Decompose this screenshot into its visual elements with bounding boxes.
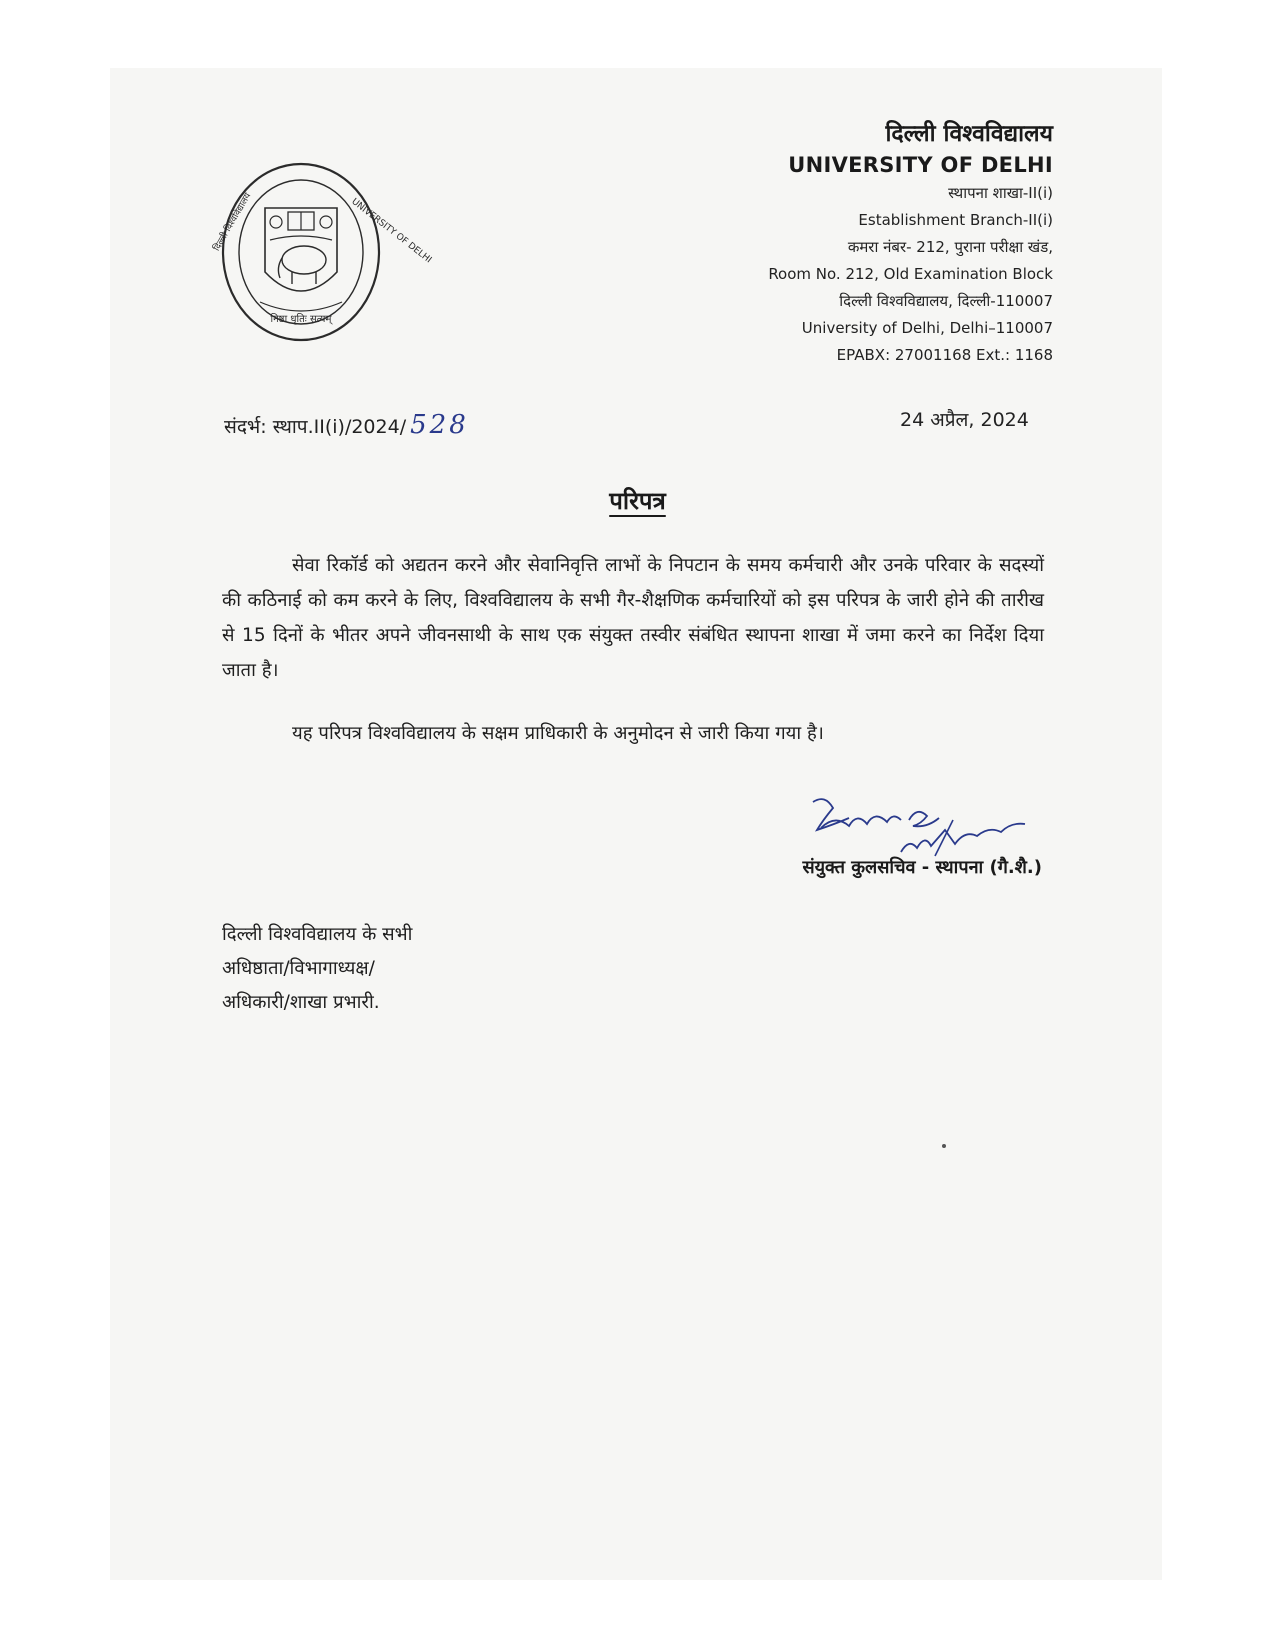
signatory-designation: संयुक्त कुलसचिव - स्थापना (गै.शै.) [802, 857, 1042, 878]
seal-text-left: दिल्ली विश्वविद्यालय [212, 191, 254, 254]
recipients-list [222, 918, 412, 1020]
address-line: स्थापना शाखा-II(i) [948, 184, 1053, 202]
circular-title [0, 484, 1275, 517]
address-line: Room No. 212, Old Examination Block [768, 265, 1053, 283]
recipient-line: दिल्ली विश्वविद्यालय के सभी [222, 924, 413, 945]
handwritten-reference-number: 528 [410, 410, 469, 440]
circular-title-text: परिपत्र [609, 487, 666, 515]
university-name-english: UNIVERSITY OF DELHI [788, 153, 1053, 177]
address-line: EPABX: 27001168 Ext.: 1168 [836, 346, 1053, 364]
address-line: Establishment Branch-II(i) [858, 211, 1053, 229]
reference-number [224, 410, 469, 440]
recipient-line: अधिष्ठाता/विभागाध्यक्ष/ [222, 958, 375, 979]
paper-speck [942, 1144, 946, 1148]
seal-text-top: UNIVERSITY OF DELHI [349, 196, 434, 266]
recipient-line: अधिकारी/शाखा प्रभारी. [222, 992, 380, 1013]
body-paragraph-1: सेवा रिकॉर्ड को अद्यतन करने और सेवानिवृत्ति लाभों के निपटान के समय कर्मचारी और उनके परिवार के सदस्यों की कठिनाई को कम करने के लिए, विश्वविद्यालय के सभी गैर-शैक्षणिक कर्मचारियों को इस परिपत्र के जारी होने की तारीख से 15 दिनों के भीतर अपने जीवनसाथी के साथ एक संयुक्त तस्वीर संबंधित स्थापना शाखा में जमा करने का निर्देश दिया जाता है। [222, 555, 1044, 681]
university-name-hindi: दिल्ली विश्वविद्यालय [885, 121, 1053, 147]
seal-motto: निष्ठा धृतिः सत्यम् [270, 314, 332, 325]
address-line: University of Delhi, Delhi–110007 [801, 319, 1053, 337]
letterhead-address [633, 118, 1053, 369]
letter-date: 24 अप्रैल, 2024 [900, 409, 1029, 431]
reference-prefix: संदर्भ: स्थाप.II(i)/2024/ [224, 416, 407, 438]
address-line: दिल्ली विश्वविद्यालय, दिल्ली-110007 [839, 292, 1053, 310]
university-seal-logo [212, 160, 434, 345]
address-line: कमरा नंबर- 212, पुराना परीक्षा खंड, [847, 238, 1053, 256]
body-paragraph-2: यह परिपत्र विश्वविद्यालय के सक्षम प्राधिकारी के अनुमोदन से जारी किया गया है। [292, 723, 824, 744]
